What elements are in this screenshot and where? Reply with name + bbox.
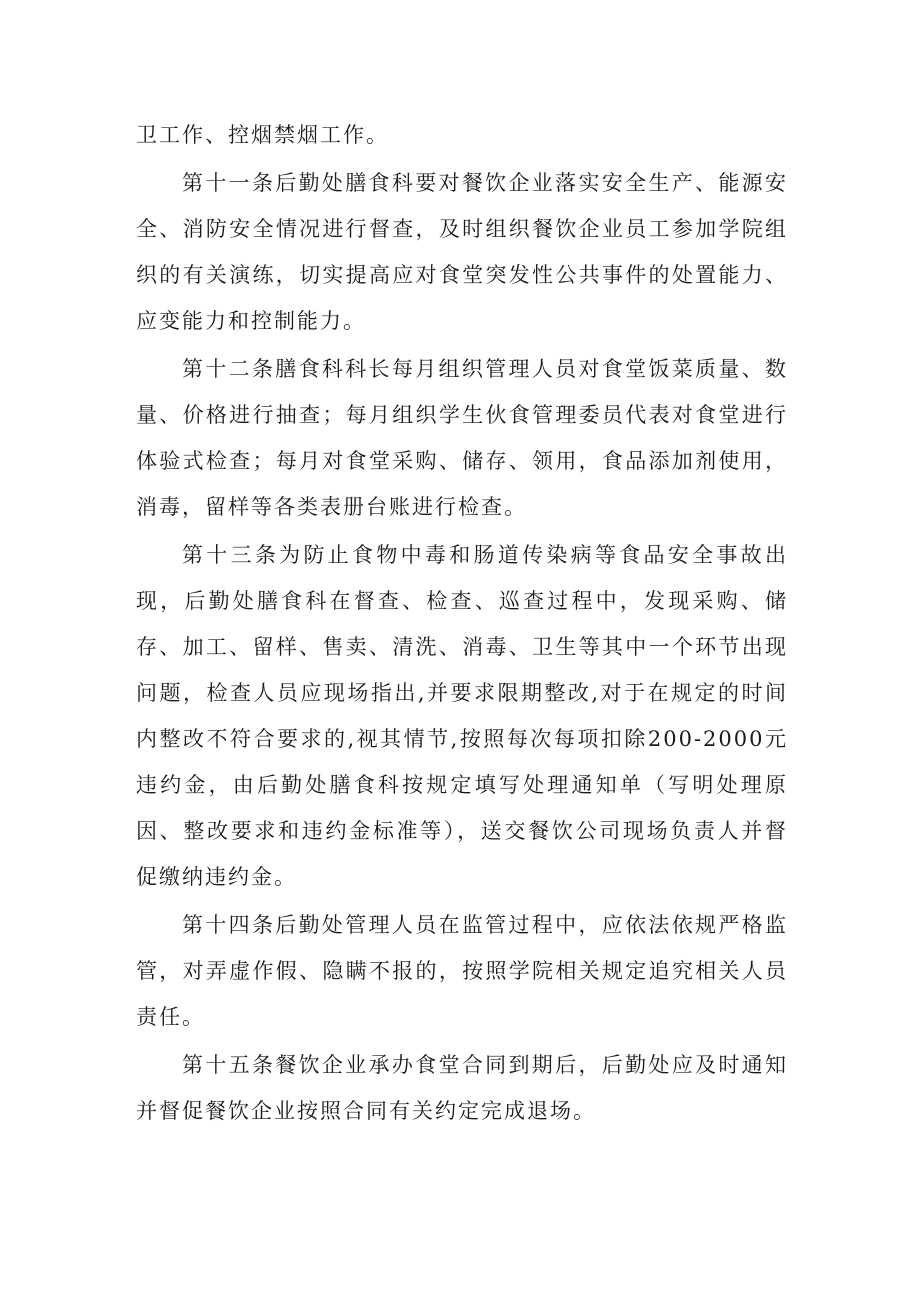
- paragraph-continuation: 卫工作、控烟禁烟工作。: [136, 123, 389, 147]
- paragraph-article-15: 第十五条餐饮企业承办食堂合同到期后，后勤处应及时通知并督促餐饮企业按照合同有关约定完成退场。: [136, 1053, 788, 1123]
- document-body: [136, 112, 788, 1136]
- paragraph-article-13: 第十三条为防止食物中毒和肠道传染病等食品安全事故出现，后勤处膳食科在督查、检查、巡查过程中，发现采购、储存、加工、留样、售卖、清洗、消毒、卫生等其中一个环节出现问题，检查人员应现场指出,并要求限期整改,对于在规定的时间内整改不符合要求的,视其情节,按照每次每项扣除200-2000元违约金，由后勤处膳食科按规定填写处理通知单（写明处理原因、整改要求和违约金标准等），送交餐饮公司现场负责人并督促缴纳违约金。: [136, 543, 788, 889]
- paragraph-article-12: 第十二条膳食科科长每月组织管理人员对食堂饭菜质量、数量、价格进行抽查；每月组织学生伙食管理委员代表对食堂进行体验式检查；每月对食堂采购、储存、领用，食品添加剂使用，消毒，留样等各类表册台账进行检查。: [136, 357, 788, 519]
- paragraph-article-11: 第十一条后勤处膳食科要对餐饮企业落实安全生产、能源安全、消防安全情况进行督查，及时组织餐饮企业员工参加学院组织的有关演练，切实提高应对食堂突发性公共事件的处置能力、应变能力和控制能力。: [136, 171, 788, 333]
- paragraph-article-14: 第十四条后勤处管理人员在监管过程中，应依法依规严格监管，对弄虚作假、隐瞒不报的，按照学院相关规定追究相关人员责任。: [136, 913, 788, 1029]
